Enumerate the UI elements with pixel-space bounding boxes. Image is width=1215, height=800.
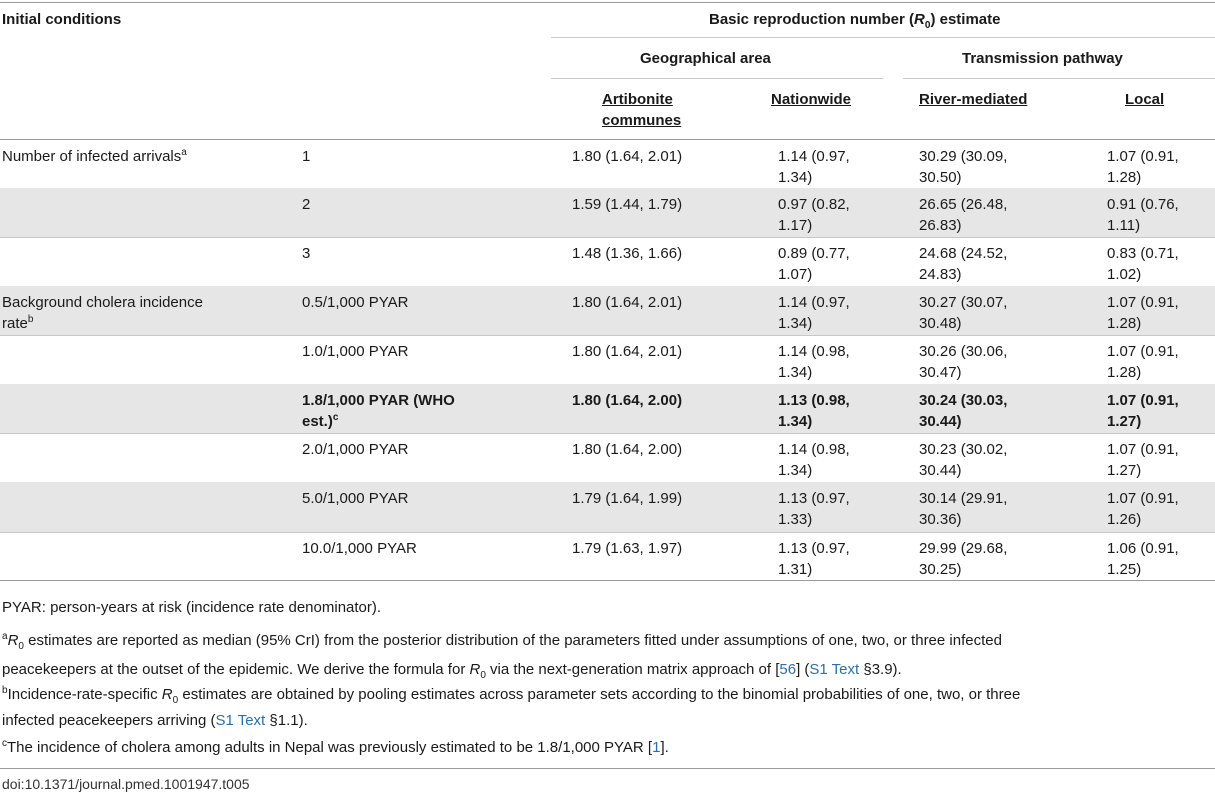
cell-nationwide: 1.14 (0.97, (778, 148, 850, 165)
cell-river-mediated-line2: 30.44) (919, 413, 962, 430)
row-condition: 1.8/1,000 PYAR (WHO (302, 392, 455, 409)
cell-artibonite: 1.79 (1.63, 1.97) (572, 540, 683, 557)
row-group-label-line2: rate$^b$ (2, 314, 34, 332)
footnote-pyar: PYAR: person-years at risk (incidence rate denominator). (2, 599, 382, 616)
cell-river-mediated-line2: 30.47) (919, 364, 962, 381)
row-group-label: Number of infected arrivals$^a$ (2, 147, 187, 165)
cell-artibonite: 1.80 (1.64, 2.00) (572, 441, 683, 458)
cell-nationwide-line2: 1.07) (778, 266, 813, 283)
row-group-label: Background cholera incidence (2, 294, 203, 311)
ref-link-1[interactable]: 1 (652, 739, 661, 756)
col-river-mediated: River-mediated (919, 91, 1028, 108)
cell-nationwide: 1.13 (0.98, (778, 392, 850, 409)
cell-river-mediated-line2: 30.48) (919, 315, 962, 332)
s1-text-link[interactable]: S1 Text (215, 712, 266, 729)
cell-local: 1.07 (0.91, (1107, 294, 1179, 311)
cell-local-line2: 1.26) (1107, 511, 1142, 528)
cell-local-line2: 1.28) (1107, 364, 1142, 381)
row-condition: 0.5/1,000 PYAR (302, 294, 409, 311)
cell-artibonite: 1.80 (1.64, 2.01) (572, 294, 683, 311)
doi-rule (0, 768, 1215, 769)
row-condition-line2: est.)$^c$ (302, 412, 339, 430)
footnote-b-line2: infected peacekeepers arriving (S1 Text §1.1). (2, 712, 308, 729)
cell-nationwide-line2: 1.34) (778, 169, 813, 186)
cell-river-mediated: 30.24 (30.03, (919, 392, 1008, 409)
cell-nationwide: 1.13 (0.97, (778, 490, 850, 507)
header-initial-conditions: Initial conditions (2, 11, 122, 28)
cell-river-mediated: 24.68 (24.52, (919, 245, 1008, 262)
cell-nationwide-line2: 1.34) (778, 364, 813, 381)
row-condition: 10.0/1,000 PYAR (302, 540, 417, 557)
col-nationwide: Nationwide (771, 91, 852, 108)
cell-river-mediated: 30.23 (30.02, (919, 441, 1008, 458)
cell-nationwide: 1.13 (0.97, (778, 540, 850, 557)
cell-river-mediated: 30.26 (30.06, (919, 343, 1008, 360)
cell-river-mediated: 30.29 (30.09, (919, 148, 1008, 165)
doi-link[interactable]: doi:10.1371/journal.pmed.1001947.t005 (2, 776, 250, 792)
cell-local: 1.07 (0.91, (1107, 490, 1179, 507)
cell-nationwide: 1.14 (0.98, (778, 343, 850, 360)
row-condition: 3 (302, 245, 311, 262)
cell-nationwide: 1.14 (0.97, (778, 294, 850, 311)
cell-nationwide-line2: 1.34) (778, 413, 813, 430)
row-condition: 1 (302, 148, 311, 165)
cell-local: 1.07 (0.91, (1107, 343, 1179, 360)
cell-local-line2: 1.28) (1107, 315, 1142, 332)
cell-local: 1.07 (0.91, (1107, 392, 1179, 409)
s1-text-link[interactable]: S1 Text (809, 661, 860, 678)
cell-nationwide-line2: 1.34) (778, 462, 813, 479)
col-artibonite-line2: communes (602, 112, 682, 129)
cell-local-line2: 1.27) (1107, 462, 1142, 479)
cell-river-mediated-line2: 26.83) (919, 217, 962, 234)
col-local: Local (1125, 91, 1165, 108)
footnote-c: $^c$The incidence of cholera among adults in Nepal was previously estimated to be 1.8/1,000 PYAR [1]. (2, 738, 669, 756)
cell-river-mediated-line2: 30.44) (919, 462, 962, 479)
cell-local-line2: 1.11) (1107, 217, 1141, 234)
cell-artibonite: 1.80 (1.64, 2.01) (572, 148, 683, 165)
cell-artibonite: 1.59 (1.44, 1.79) (572, 196, 683, 213)
cell-nationwide-line2: 1.33) (778, 511, 813, 528)
row-divider (0, 580, 1215, 581)
cell-local: 0.83 (0.71, (1107, 245, 1179, 262)
cell-nationwide: 0.97 (0.82, (778, 196, 850, 213)
ref-link-56[interactable]: 56 (779, 661, 797, 678)
header-geographical-area: Geographical area (640, 50, 771, 67)
cell-nationwide: 1.14 (0.98, (778, 441, 850, 458)
cell-nationwide-line2: 1.17) (778, 217, 813, 234)
cell-river-mediated: 30.14 (29.91, (919, 490, 1008, 507)
cell-local-line2: 1.27) (1107, 413, 1142, 430)
cell-river-mediated-line2: 24.83) (919, 266, 962, 283)
cell-river-mediated-line2: 30.25) (919, 561, 962, 578)
cell-river-mediated: 26.65 (26.48, (919, 196, 1008, 213)
cell-river-mediated: 29.99 (29.68, (919, 540, 1008, 557)
row-condition: 1.0/1,000 PYAR (302, 343, 409, 360)
cell-artibonite: 1.80 (1.64, 2.01) (572, 343, 683, 360)
cell-river-mediated: 30.27 (30.07, (919, 294, 1008, 311)
top-rule (0, 2, 1215, 3)
header-rule-geo (551, 78, 883, 79)
cell-river-mediated-line2: 30.36) (919, 511, 962, 528)
cell-local: 1.06 (0.91, (1107, 540, 1179, 557)
row-condition: 2.0/1,000 PYAR (302, 441, 409, 458)
col-artibonite: Artibonite (602, 91, 673, 108)
footnote-b: $^b$Incidence-rate-specific $R_0$ estimates are obtained by pooling estimates across parameter sets according to the binomial probabilities of one, two, or three (2, 685, 1021, 706)
cell-local: 1.07 (0.91, (1107, 441, 1179, 458)
row-condition: 5.0/1,000 PYAR (302, 490, 409, 507)
cell-local-line2: 1.02) (1107, 266, 1142, 283)
cell-nationwide: 0.89 (0.77, (778, 245, 850, 262)
cell-artibonite: 1.79 (1.64, 1.99) (572, 490, 683, 507)
cell-local-line2: 1.28) (1107, 169, 1142, 186)
header-transmission-pathway: Transmission pathway (962, 50, 1123, 67)
row-condition: 2 (302, 196, 311, 213)
cell-nationwide-line2: 1.31) (778, 561, 813, 578)
cell-river-mediated-line2: 30.50) (919, 169, 962, 186)
cell-nationwide-line2: 1.34) (778, 315, 813, 332)
cell-local: 0.91 (0.76, (1107, 196, 1179, 213)
header-rule-r0 (551, 37, 1215, 38)
cell-local-line2: 1.25) (1107, 561, 1142, 578)
footnote-a: $^aR_0$ estimates are reported as median (95% CrI) from the posterior distribution of the parameters fitted under assumptions of one, two, or three infected (2, 631, 1002, 652)
header-rule-path (903, 78, 1215, 79)
footnote-a-line2: peacekeepers at the outset of the epidemic. We derive the formula for $R_0$ via the next-generation matrix approach of [56] (S1 Text §3.9). (2, 661, 902, 681)
cell-artibonite: 1.48 (1.36, 1.66) (572, 245, 683, 262)
cell-artibonite: 1.80 (1.64, 2.00) (572, 392, 683, 409)
header-r0-title: Basic reproduction number $(R_0)$ estimate (709, 11, 1001, 31)
cell-local: 1.07 (0.91, (1107, 148, 1179, 165)
